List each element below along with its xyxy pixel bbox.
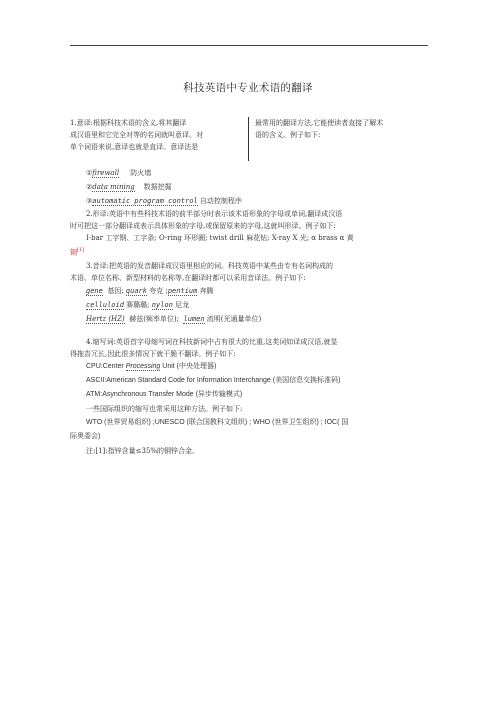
section-3 [70, 260, 432, 326]
intro-left-line: 单个词语来说,意译也就是直译。意译法是 [70, 143, 199, 151]
section-2-line: 2.形译:英语中有些科技术语的前半部分时表示该术语形象的字母或单词,翻译成汉语 [86, 210, 343, 218]
example-meaning: 奔腾 [199, 287, 214, 295]
example-marker: ② [86, 183, 93, 191]
transliteration-row [70, 312, 432, 326]
example-meaning: 基因; [107, 287, 124, 295]
org-line: 际奥委会) [70, 433, 101, 440]
abbreviation-cpu [70, 360, 432, 374]
page-title: 科技英语中专业术语的翻译 [183, 82, 313, 94]
example-term: pentium [167, 287, 198, 295]
example-term: data mining [92, 183, 135, 191]
intro-right-line: 最常用的翻译方法,它能使读者直接了解术 [255, 119, 384, 127]
example-term: firewall [92, 169, 120, 177]
section-4-line: 得拖沓冗长,因此很多情况下就干脆不翻译。例子如下: [70, 350, 236, 358]
section-4 [70, 336, 432, 458]
intro-right-line: 语的含义。例子如下: [255, 131, 321, 139]
column-divider [248, 117, 249, 161]
section-3-line: 术语、单位名称、新型材料的名称等,在翻译时都可以采用音译法。例子如下: [70, 274, 306, 282]
example-meaning: 赛璐璐; [126, 301, 150, 309]
example-meaning: 自动控制程序 [199, 197, 242, 205]
example-meaning: 流明(光通量单位) [206, 315, 262, 323]
example-term: lumen [183, 315, 205, 323]
example-term: automatic program control [92, 197, 198, 205]
example-meaning: 防火墙 [130, 169, 152, 177]
example-item [86, 180, 432, 194]
example-marker: ③ [86, 197, 93, 205]
section-2-line: 时可把这一部分翻译成表示具体形象的字母,或保留原来的字母,这就叫形译。例子如下: [70, 222, 336, 230]
transliteration-row [70, 298, 432, 312]
wrapped-word: 铜 [70, 248, 77, 256]
section-3-line: 3.音译:把英语的发音翻译成汉语里相应的词。科技英语中某些由专有名词构成的 [86, 262, 334, 270]
cpu-suffix: Unit (中央处理器) [160, 363, 217, 370]
example-meaning: 数据挖掘 [143, 183, 172, 191]
intro-right-column [255, 117, 432, 141]
example-term: gene [86, 287, 103, 295]
example-item [86, 166, 432, 180]
transliteration-row [70, 284, 432, 298]
free-translation-examples [70, 166, 432, 208]
example-term: quark [125, 287, 147, 295]
cpu-prefix: CPU:Center [86, 363, 126, 370]
example-marker: ① [86, 169, 93, 177]
example-term: celluloid [86, 301, 124, 309]
document-body [70, 166, 432, 458]
abbreviation-atm: ATM:Asynchronous Transfer Mode (异步传输模式) [86, 391, 243, 398]
org-line: WTO (世界贸易组织) ;UNESCO (联合国教科文组织) ; WHO (世界卫生组织) ; IOC( 国 [86, 419, 349, 426]
footnote-ref: [1] [77, 247, 85, 253]
example-meaning: 赫兹(频率单位); [129, 315, 180, 323]
cpu-term: Processing [125, 363, 161, 370]
intro-left-line: 1.意译:根据科技术语的含义,将其翻译 [70, 119, 187, 127]
example-term: nylon [151, 301, 173, 309]
example-meaning: 尼龙 [175, 301, 190, 309]
abbreviation-ascii: ASCII:American Standard Code for Information Interchange (美国信息交换标准码) [86, 377, 341, 384]
section-2-examples: I-bar 工字钢、工字条; O-ring 环形圈; twist drill 麻花钻; X-ray X 光; α brass α 黄 [86, 234, 354, 242]
intro-left-column [70, 117, 241, 153]
intro-left-line: 成汉语里和它完全对等的名词就叫意译。对 [70, 131, 203, 139]
example-item [86, 194, 432, 208]
footnote: 注:[1]:指锌含量≤35%的铜锌合金。 [86, 447, 200, 455]
header-rule [70, 45, 428, 46]
example-term: Hertz (HZ) [86, 315, 125, 323]
org-intro: 一些国际组织的缩写也常采用这种方法。例子如下: [86, 405, 243, 413]
section-2-examples-cont [70, 244, 432, 256]
section-2 [70, 208, 432, 256]
example-meaning: 夸克 ; [149, 287, 168, 295]
section-4-line: 4.缩写词:英语首字母缩写词在科技新词中占有很大的比重,这类词如译成汉语,就显 [86, 338, 338, 346]
